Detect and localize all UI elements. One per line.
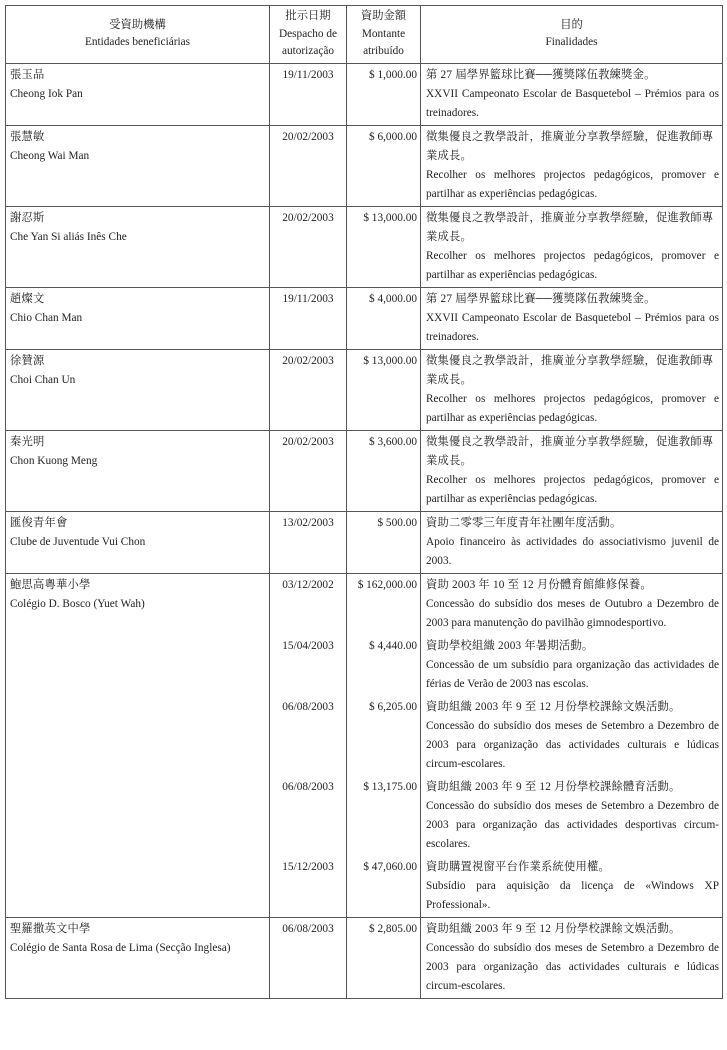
amount-cell: $ 13,000.00 (347, 349, 421, 430)
header-entities-pt: Entidades beneficiárias (84, 36, 191, 49)
entity-name-zh: 張慧敏 (10, 130, 45, 143)
purpose-cell (421, 856, 723, 918)
header-amount-zh: 資助金額 (360, 10, 407, 22)
entity-name-pt: Cheong Wai Man (10, 149, 90, 162)
entity-name-zh: 秦光明 (10, 435, 45, 448)
purpose-zh: 徵集優良之教學設計，推廣並分享教學經驗，促進教師專業成長。 (426, 130, 714, 162)
date-cell: 19/11/2003 (270, 63, 347, 125)
purpose-pt: Subsídio para aquisição da licença de «Windows XP Professional». (426, 879, 719, 911)
header-date-pt1: Despacho de (278, 27, 338, 40)
entity-cell (6, 573, 270, 917)
table-row (6, 125, 723, 206)
header-purpose-pt: Finalidades (545, 36, 598, 49)
amount-cell: $ 47,060.00 (347, 856, 421, 918)
purpose-pt: XXVII Campeonato Escolar de Basquetebol – Prémios para os treinadores. (426, 87, 719, 119)
table-row (6, 287, 723, 349)
amount-cell: $ 6,205.00 (347, 696, 421, 776)
date-cell: 20/02/2003 (270, 349, 347, 430)
purpose-zh: 第 27 屆學界籃球比賽──獲獎隊伍教練獎金。 (426, 68, 656, 81)
purpose-cell (421, 349, 723, 430)
entity-cell (6, 430, 270, 511)
purpose-zh: 資助學校組織 2003 年暑期活動。 (426, 639, 594, 652)
entity-name-pt: Colégio D. Bosco (Yuet Wah) (10, 597, 145, 610)
purpose-cell (421, 511, 723, 573)
table-row (6, 349, 723, 430)
date-cell: 06/08/2003 (270, 917, 347, 998)
header-date-zh: 批示日期 (285, 10, 331, 22)
entity-name-pt: Choi Chan Un (10, 373, 76, 386)
entity-cell (6, 511, 270, 573)
header-date-pt2: autorização (281, 45, 335, 57)
entity-name-zh: 鮑思高粵華小學 (10, 578, 91, 591)
date-cell: 20/02/2003 (270, 125, 347, 206)
purpose-pt: Concessão do subsídio dos meses de Setembro a Dezembro de 2003 para organização das actividades culturais e lúdicas circum-escolares. (426, 719, 719, 770)
table-header-row (6, 6, 723, 64)
amount-cell: $ 13,000.00 (347, 206, 421, 287)
purpose-cell (421, 776, 723, 856)
amount-cell: $ 6,000.00 (347, 125, 421, 206)
purpose-pt: XXVII Campeonato Escolar de Basquetebol – Prémios para os treinadores. (426, 311, 719, 343)
purpose-zh: 資助二零零三年度青年社團年度活動。 (426, 516, 622, 529)
purpose-cell (421, 573, 723, 635)
date-cell: 13/02/2003 (270, 511, 347, 573)
entity-cell (6, 349, 270, 430)
table-row (6, 206, 723, 287)
purpose-cell (421, 696, 723, 776)
table-row (6, 63, 723, 125)
purpose-pt: Recolher os melhores projectos pedagógicos, promover e partilhar as experiências pedagógicas. (426, 473, 719, 505)
header-date (270, 6, 347, 64)
amount-cell: $ 13,175.00 (347, 776, 421, 856)
purpose-pt: Concessão do subsídio dos meses de Setembro a Dezembro de 2003 para organização das actividades desportivas circum-escolares. (426, 799, 719, 850)
purpose-cell (421, 917, 723, 998)
entity-cell (6, 125, 270, 206)
purpose-cell (421, 430, 723, 511)
purpose-cell (421, 125, 723, 206)
purpose-zh: 資助組織 2003 年 9 至 12 月份學校課餘體育活動。 (426, 780, 681, 793)
purpose-pt: Recolher os melhores projectos pedagógicos, promover e partilhar as experiências pedagógicas. (426, 392, 719, 424)
table-row (6, 511, 723, 573)
amount-cell: $ 2,805.00 (347, 917, 421, 998)
entity-name-pt: Clube de Juventude Vui Chon (10, 535, 146, 548)
date-cell: 06/08/2003 (270, 776, 347, 856)
purpose-cell (421, 206, 723, 287)
purpose-cell (421, 287, 723, 349)
entity-name-pt: Cheong Iok Pan (10, 87, 83, 100)
entity-name-pt: Che Yan Si aliás Inês Che (10, 230, 127, 243)
subsidy-table (5, 5, 723, 999)
purpose-cell (421, 63, 723, 125)
purpose-pt: Apoio financeiro às actividades do associativismo juvenil de 2003. (426, 535, 719, 567)
entity-name-zh: 聖羅撒英文中學 (10, 922, 91, 935)
header-amount-pt2: atribuído (363, 45, 404, 57)
table-row (6, 917, 723, 998)
date-cell: 15/12/2003 (270, 856, 347, 918)
purpose-zh: 資助組織 2003 年 9 至 12 月份學校課餘文娛活動。 (426, 922, 681, 935)
amount-cell: $ 3,600.00 (347, 430, 421, 511)
amount-cell: $ 4,440.00 (347, 635, 421, 696)
purpose-zh: 徵集優良之教學設計，推廣並分享教學經驗，促進教師專業成長。 (426, 211, 714, 243)
date-cell: 20/02/2003 (270, 206, 347, 287)
purpose-pt: Concessão do subsídio dos meses de Outubro a Dezembro de 2003 para manutenção do pavilhão gimnodesportivo. (426, 597, 719, 629)
entity-name-zh: 匯俊青年會 (10, 516, 68, 529)
entity-name-zh: 張玉品 (10, 68, 45, 81)
table-body (6, 63, 723, 998)
entity-name-pt: Colégio de Santa Rosa de Lima (Secção Inglesa) (10, 941, 231, 954)
amount-cell: $ 500.00 (347, 511, 421, 573)
purpose-pt: Concessão de um subsídio para organização das actividades de férias de Verão de 2003 nas escolas. (426, 658, 719, 690)
entity-cell (6, 287, 270, 349)
purpose-pt: Concessão do subsídio dos meses de Setembro a Dezembro de 2003 para organização das actividades culturais e lúdicas circum-escolares. (426, 941, 719, 992)
amount-cell: $ 4,000.00 (347, 287, 421, 349)
header-entities (6, 6, 270, 64)
header-amount (347, 6, 421, 64)
purpose-pt: Recolher os melhores projectos pedagógicos, promover e partilhar as experiências pedagógicas. (426, 168, 719, 200)
table-row (6, 573, 723, 635)
purpose-zh: 徵集優良之教學設計，推廣並分享教學經驗，促進教師專業成長。 (426, 435, 714, 467)
header-purpose-zh: 目的 (560, 18, 583, 31)
header-purpose (421, 6, 723, 64)
purpose-zh: 資助 2003 年 10 至 12 月份體育館維修保養。 (426, 578, 652, 591)
purpose-zh: 資助購置視窗平台作業系統使用權。 (426, 860, 610, 873)
table-row (6, 430, 723, 511)
entity-name-zh: 徐贊源 (10, 354, 45, 367)
date-cell: 20/02/2003 (270, 430, 347, 511)
date-cell: 03/12/2002 (270, 573, 347, 635)
date-cell: 15/04/2003 (270, 635, 347, 696)
entity-name-pt: Chio Chan Man (10, 311, 83, 324)
header-entities-zh: 受資助機構 (109, 18, 166, 31)
date-cell: 06/08/2003 (270, 696, 347, 776)
date-cell: 19/11/2003 (270, 287, 347, 349)
entity-cell (6, 917, 270, 998)
purpose-zh: 徵集優良之教學設計，推廣並分享教學經驗，促進教師專業成長。 (426, 354, 714, 386)
purpose-pt: Recolher os melhores projectos pedagógicos, promover e partilhar as experiências pedagógicas. (426, 249, 719, 281)
amount-cell: $ 1,000.00 (347, 63, 421, 125)
entity-name-zh: 謝忍斯 (10, 211, 45, 224)
purpose-zh: 資助組織 2003 年 9 至 12 月份學校課餘文娛活動。 (426, 700, 681, 713)
entity-cell (6, 63, 270, 125)
purpose-zh: 第 27 屆學界籃球比賽──獲獎隊伍教練獎金。 (426, 292, 656, 305)
entity-name-pt: Chon Kuong Meng (10, 454, 98, 467)
purpose-cell (421, 635, 723, 696)
header-amount-pt1: Montante (361, 27, 406, 40)
entity-name-zh: 趙燦文 (10, 292, 45, 305)
amount-cell: $ 162,000.00 (347, 573, 421, 635)
entity-cell (6, 206, 270, 287)
